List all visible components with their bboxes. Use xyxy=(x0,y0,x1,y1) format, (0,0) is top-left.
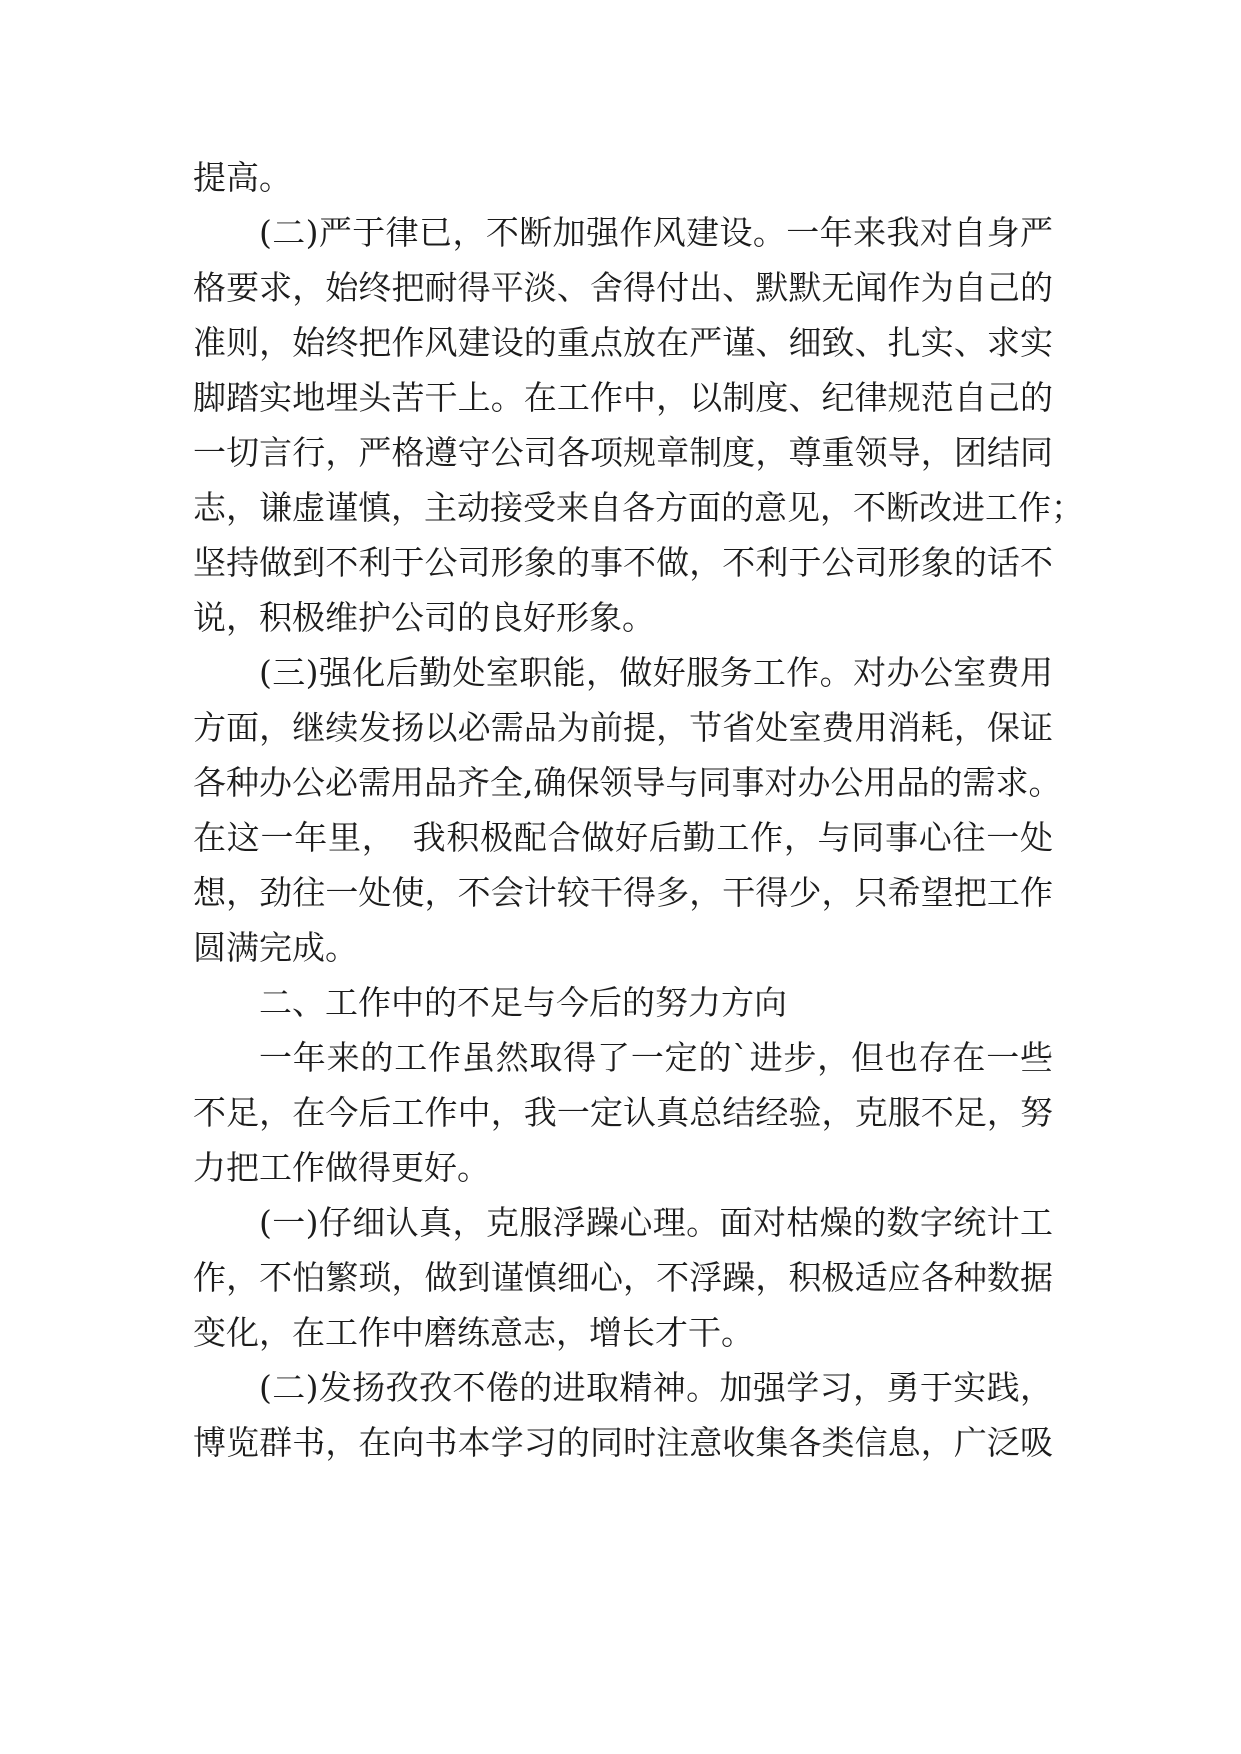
text-line: 坚持做到不利于公司形象的事不做，不利于公司形象的话不 xyxy=(193,543,1053,582)
paragraph-start-line: 一年来的工作虽然取得了一定的`进步，但也存在一些 xyxy=(259,1038,1053,1077)
section-heading: 二、工作中的不足与今后的努力方向 xyxy=(259,983,787,1022)
text-line: 力把工作做得更好。 xyxy=(193,1148,490,1187)
text-line: 说，积极维护公司的良好形象。 xyxy=(193,598,655,637)
paragraph-start-line: (二)严于律已，不断加强作风建设。一年来我对自身严 xyxy=(259,213,1053,252)
text-line: 志，谦虚谨慎，主动接受来自各方面的意见，不断改进工作； xyxy=(193,488,1084,527)
text-line: 各种办公必需用品齐全,确保领导与同事对办公用品的需求。 xyxy=(193,763,1062,802)
text-line: 提高。 xyxy=(193,158,292,197)
text-line: 一切言行，严格遵守公司各项规章制度，尊重领导，团结同 xyxy=(193,433,1053,472)
text-line: 想，劲往一处使，不会计较干得多，干得少，只希望把工作 xyxy=(193,873,1053,912)
paragraph-start-line: (一)仔细认真，克服浮躁心理。面对枯燥的数字统计工 xyxy=(259,1203,1053,1242)
text-line: 准则，始终把作风建设的重点放在严谨、细致、扎实、求实 xyxy=(193,323,1053,362)
document-body xyxy=(193,150,1084,1470)
text-line: 博览群书，在向书本学习的同时注意收集各类信息，广泛吸 xyxy=(193,1423,1053,1462)
text-line: 格要求，始终把耐得平淡、舍得付出、默默无闻作为自己的 xyxy=(193,268,1053,307)
text-line: 方面，继续发扬以必需品为前提，节省处室费用消耗，保证 xyxy=(193,708,1053,747)
text-line: 变化，在工作中磨练意志，增长才干。 xyxy=(193,1313,754,1352)
paragraph-start-line: (三)强化后勤处室职能，做好服务工作。对办公室费用 xyxy=(259,653,1053,692)
paragraph-start-line: (二)发扬孜孜不倦的进取精神。加强学习，勇于实践， xyxy=(259,1368,1053,1407)
text-line: 圆满完成。 xyxy=(193,928,358,967)
text-line: 在这一年里， 我积极配合做好后勤工作，与同事心往一处 xyxy=(193,818,1053,857)
text-line: 不足，在今后工作中，我一定认真总结经验，克服不足，努 xyxy=(193,1093,1053,1132)
text-line: 作，不怕繁琐，做到谨慎细心，不浮躁，积极适应各种数据 xyxy=(193,1258,1053,1297)
text-line: 脚踏实地埋头苦干上。在工作中，以制度、纪律规范自己的 xyxy=(193,378,1053,417)
